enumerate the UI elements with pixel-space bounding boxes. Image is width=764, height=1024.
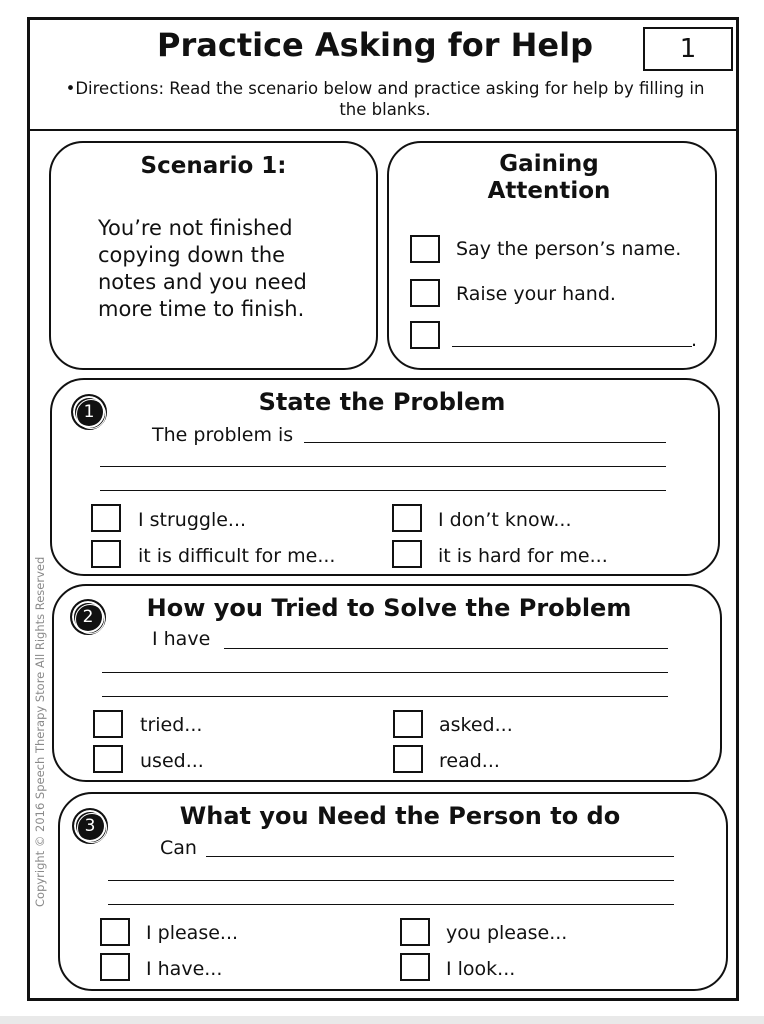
step-1-badge [71,394,107,430]
step-number: 3 [84,816,96,836]
checkbox[interactable] [392,504,422,532]
checkbox[interactable] [393,745,423,773]
directions-text: •Directions: Read the scenario below and practice asking for help by filling in the blanks. [65,79,705,119]
step-number: 1 [83,402,95,422]
answer-line[interactable] [102,672,668,673]
checkbox[interactable] [91,540,121,568]
scenario-title: Scenario 1: [140,153,287,179]
answer-line[interactable] [304,442,666,443]
checkbox[interactable] [400,918,430,946]
option-label: asked... [439,714,513,736]
checkbox[interactable] [100,953,130,981]
checkbox[interactable] [93,710,123,738]
checkbox[interactable] [392,540,422,568]
page-title: Practice Asking for Help [157,26,593,64]
option-label: Say the person’s name. [456,238,682,260]
option-label: I look... [446,958,516,980]
option-label: you please... [446,922,568,944]
blank-line[interactable] [452,346,692,347]
answer-line[interactable] [206,856,674,857]
scenario-panel [49,141,378,370]
section-title: How you Tried to Solve the Problem [146,594,632,622]
section-tried-solve [52,584,722,782]
checkbox[interactable] [91,504,121,532]
option-label: it is difficult for me... [138,545,336,567]
section-title: What you Need the Person to do [179,802,621,830]
option-label: tried... [140,714,203,736]
copyright-notice: Copyright © 2016 Speech Therapy Store All Rights Reserved [33,556,47,907]
prompt-text: I have [152,628,211,650]
section-state-problem [50,378,720,576]
option-label: I please... [146,922,239,944]
option-label: read... [439,750,500,772]
checkbox[interactable] [410,321,440,349]
option-label: Raise your hand. [456,283,616,305]
gaining-attention-panel [387,141,717,370]
header-divider [27,129,739,131]
page-bottom-edge [0,1016,764,1024]
card-number-box: 1 [643,27,733,71]
scenario-text: You’re not finished copying down the notes and you need more time to finish. [98,216,307,321]
checkbox[interactable] [100,918,130,946]
checkbox[interactable] [410,235,440,263]
answer-line[interactable] [224,648,668,649]
step-3-badge [72,808,108,844]
gaining-attention-title: Gaining Attention [487,151,611,204]
option-label: I have... [146,958,223,980]
option-label: . [691,329,698,351]
step-number: 2 [82,607,94,627]
section-title: State the Problem [258,388,506,416]
checkbox[interactable] [393,710,423,738]
prompt-text: The problem is [152,424,294,446]
answer-line[interactable] [108,904,674,905]
checkbox[interactable] [400,953,430,981]
option-label: used... [140,750,204,772]
section-need-person [58,792,728,991]
checkbox[interactable] [410,279,440,307]
prompt-text: Can [160,837,197,859]
option-label: I struggle... [138,509,247,531]
answer-line[interactable] [100,490,666,491]
answer-line[interactable] [100,466,666,467]
answer-line[interactable] [102,696,668,697]
option-label: it is hard for me... [438,545,608,567]
option-label: I don’t know... [438,509,572,531]
answer-line[interactable] [108,880,674,881]
checkbox[interactable] [93,745,123,773]
step-2-badge [70,599,106,635]
